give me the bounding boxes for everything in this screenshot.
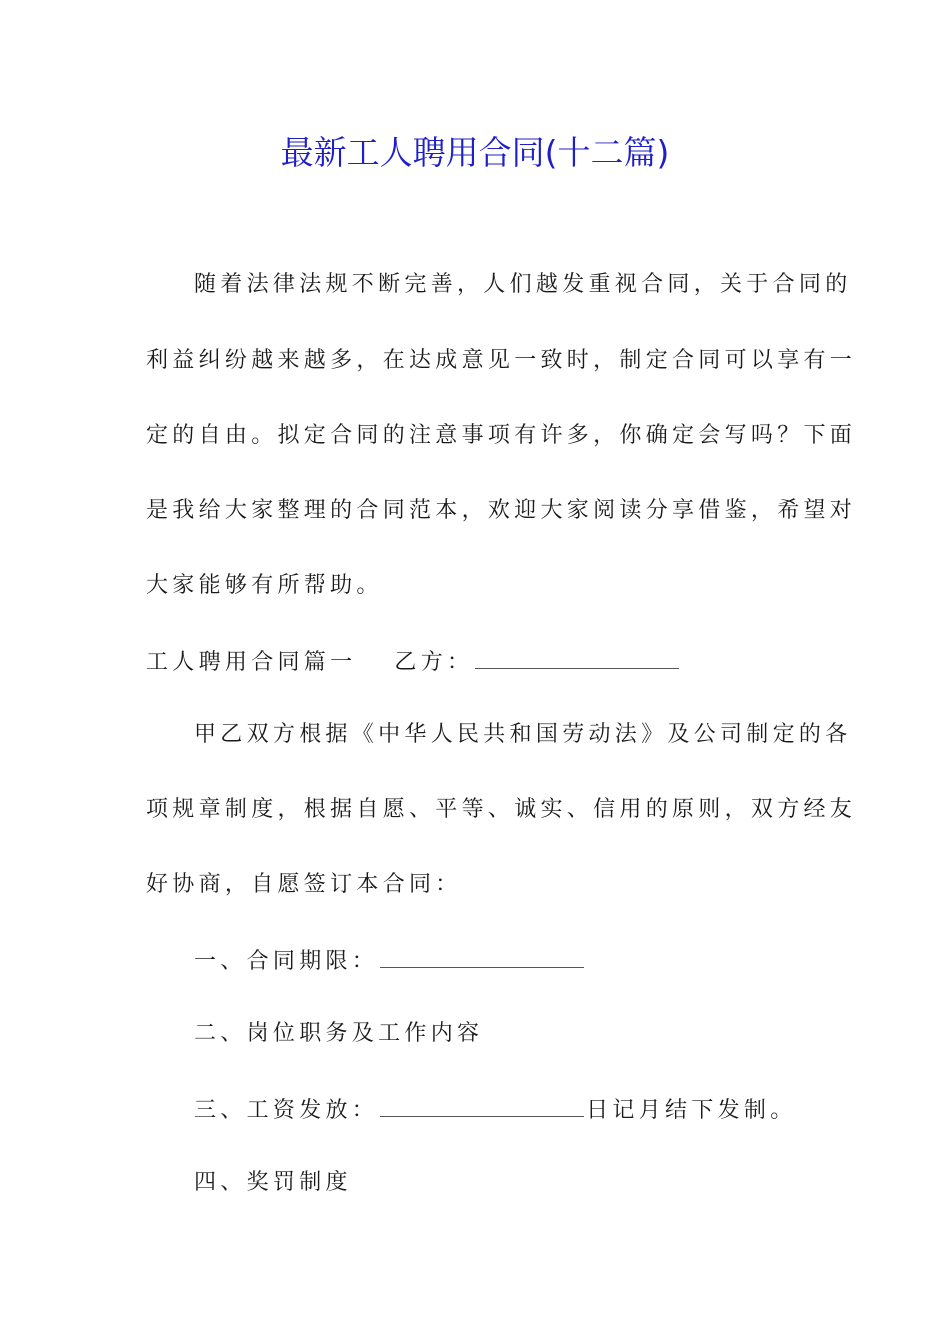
clause-term-label: 一、合同期限： [194,949,379,974]
intro-line-4: 是我给大家整理的合同范本，欢迎大家阅读分享借鉴，希望对 [146,498,857,523]
intro-line-5: 大家能够有所帮助。 [146,573,383,598]
clause-wage-blank [380,1094,584,1117]
document-title: 最新工人聘用合同(十二篇) [280,133,670,172]
clause-reward: 四、奖罚制度 [194,1170,352,1195]
clause-position: 二、岗位职务及工作内容 [194,1021,484,1046]
intro-line-3: 定的自由。拟定合同的注意事项有许多，你确定会写吗？下面 [146,423,857,448]
section-heading-line [146,646,681,678]
agreement-line-1: 甲乙双方根据《中华人民共和国劳动法》及公司制定的各 [194,722,852,747]
clause-wage [194,1094,797,1126]
intro-line-2: 利益纠纷越来越多，在达成意见一致时，制定合同可以享有一 [146,348,857,373]
clause-term-blank [380,945,584,968]
party-b-label: 乙方： [394,650,474,675]
clause-wage-suffix: 日记月结下发制。 [586,1098,797,1123]
agreement-line-2: 项规章制度，根据自愿、平等、诚实、信用的原则，双方经友 [146,797,857,822]
clause-wage-label: 三、工资发放： [194,1098,379,1123]
section-heading: 工人聘用合同篇一 [146,650,357,675]
intro-line-1: 随着法律法规不断完善，人们越发重视合同，关于合同的 [194,272,852,297]
clause-term [194,945,586,977]
party-b-blank [475,646,679,669]
agreement-line-3: 好协商，自愿签订本合同： [146,872,462,897]
